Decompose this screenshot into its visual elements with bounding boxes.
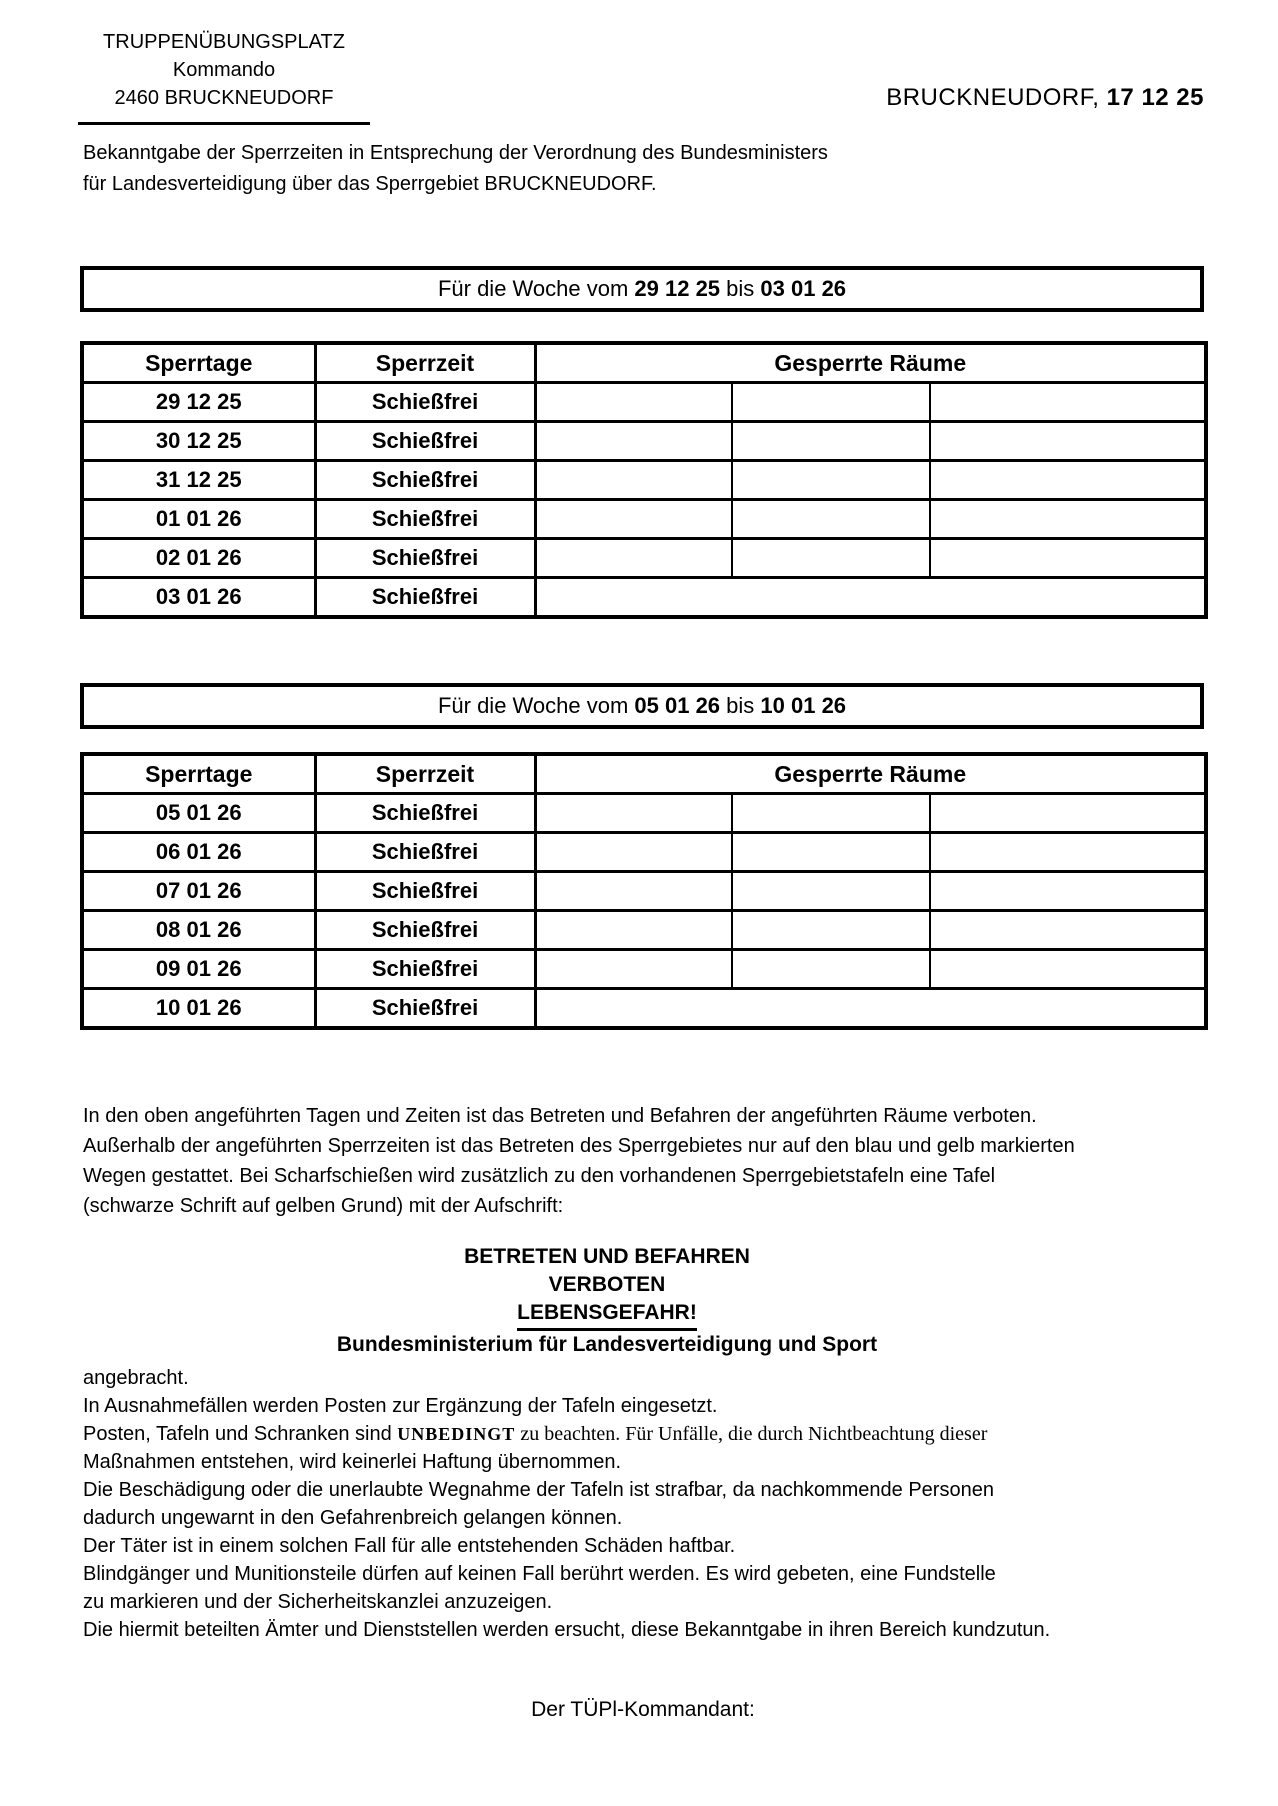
intro-line-1: Bekanntgabe der Sperrzeiten in Entsprechung der Verordnung des Bundesministers (83, 142, 828, 164)
warning-sign-text (83, 1243, 1131, 1359)
gesperrte-raeume-cell (732, 461, 930, 500)
week1-sperrzeiten-table (80, 341, 1208, 619)
gesperrte-raeume-cell (930, 500, 1206, 539)
sperrtag-date: 05 01 26 (82, 794, 315, 833)
rules-line-8: Blindgänger und Munitionsteile dürfen auf keinen Fall berührt werden. Es wird gebeten, eine Fundstelle (83, 1563, 996, 1585)
rules-paragraph (83, 1364, 1218, 1644)
table-row (82, 872, 1206, 911)
letterhead-location: 2460 BRUCKNEUDORF (114, 87, 334, 109)
rules-line-4: Maßnahmen entstehen, wird keinerlei Haftung übernommen. (83, 1451, 622, 1473)
rules-line-3-serif: zu beachten. Für Unfälle, die durch Nichtbeachtung dieser (515, 1423, 988, 1445)
header-sperrtage: Sperrtage (82, 343, 315, 383)
rules-line-9: zu markieren und der Sicherheitskanzlei anzuzeigen. (83, 1591, 553, 1613)
dateline (886, 84, 1204, 112)
gesperrte-raeume-cell (535, 950, 732, 989)
gesperrte-raeume-cell (732, 422, 930, 461)
gesperrte-raeume-cell (732, 500, 930, 539)
gesperrte-raeume-cell (535, 833, 732, 872)
week1-from-date: 29 12 25 (634, 276, 721, 301)
header-gesperrte-raeume: Gesperrte Räume (535, 754, 1206, 794)
gesperrte-raeume-cell (732, 911, 930, 950)
sperrtag-date: 29 12 25 (82, 383, 315, 422)
notice-line-3: Wegen gestattet. Bei Scharfschießen wird zusätzlich zu den vorhandenen Sperrgebietstafeln eine Tafel (83, 1165, 996, 1187)
gesperrte-raeume-cell (535, 539, 732, 578)
gesperrte-raeume-cell (732, 872, 930, 911)
table-row (82, 539, 1206, 578)
dateline-place: BRUCKNEUDORF, (886, 84, 1107, 111)
sign-line-3-underlined: LEBENSGEFAHR! (517, 1299, 697, 1331)
sperrtag-date: 02 01 26 (82, 539, 315, 578)
sperrzeit-status: Schießfrei (315, 383, 535, 422)
letterhead (78, 28, 370, 125)
sperrzeit-status: Schießfrei (315, 833, 535, 872)
intro-line-2: für Landesverteidigung über das Sperrgebiet BRUCKNEUDORF. (83, 173, 657, 195)
sperrzeit-status: Schießfrei (315, 794, 535, 833)
gesperrte-raeume-cell (535, 422, 732, 461)
sperrzeit-status: Schießfrei (315, 989, 535, 1029)
rules-line-5: Die Beschädigung oder die unerlaubte Wegnahme der Tafeln ist strafbar, da nachkommende Personen (83, 1479, 994, 1501)
gesperrte-raeume-cell (930, 383, 1206, 422)
letterhead-org: TRUPPENÜBUNGSPLATZ (103, 31, 345, 53)
table-row (82, 422, 1206, 461)
table-row (82, 950, 1206, 989)
sperrtag-date: 06 01 26 (82, 833, 315, 872)
week2-title-prefix: Für die Woche vom (437, 693, 635, 718)
sperrtag-date: 30 12 25 (82, 422, 315, 461)
table-row (82, 500, 1206, 539)
header-sperrzeit: Sperrzeit (315, 754, 535, 794)
sperrtag-date: 01 01 26 (82, 500, 315, 539)
rules-line-2: In Ausnahmefällen werden Posten zur Ergänzung der Tafeln eingesetzt. (83, 1395, 718, 1417)
notice-paragraph (83, 1101, 1218, 1221)
week1-title-mid: bis (720, 276, 761, 301)
sperrzeit-status: Schießfrei (315, 950, 535, 989)
gesperrte-raeume-cell (732, 833, 930, 872)
rules-line-1: angebracht. (83, 1367, 189, 1389)
sperrtag-date: 10 01 26 (82, 989, 315, 1029)
sign-line-4: Bundesministerium für Landesverteidigung und Sport (336, 1333, 878, 1356)
table-row (82, 383, 1206, 422)
sperrzeit-status: Schießfrei (315, 500, 535, 539)
gesperrte-raeume-cell (930, 539, 1206, 578)
gesperrte-raeume-cell (535, 500, 732, 539)
sign-line-3 (83, 1299, 1131, 1331)
notice-line-2: Außerhalb der angeführten Sperrzeiten ist das Betreten des Sperrgebietes nur auf den blau und gelb markierten (83, 1135, 1075, 1157)
header-sperrzeit: Sperrzeit (315, 343, 535, 383)
sperrtag-date: 03 01 26 (82, 578, 315, 618)
sperrzeit-status: Schießfrei (315, 911, 535, 950)
table-row (82, 461, 1206, 500)
dateline-date: 17 12 25 (1106, 84, 1204, 111)
sperrzeit-status: Schießfrei (315, 461, 535, 500)
sign-line-1: BETRETEN UND BEFAHREN (464, 1245, 750, 1268)
week1-title-prefix: Für die Woche vom (437, 276, 635, 301)
gesperrte-raeume-cell (732, 950, 930, 989)
gesperrte-raeume-cell-merged (535, 578, 1206, 618)
sign-line-2: VERBOTEN (548, 1273, 666, 1296)
sperrzeit-status: Schießfrei (315, 578, 535, 618)
week2-title-box (80, 683, 1204, 729)
gesperrte-raeume-cell (732, 794, 930, 833)
gesperrte-raeume-cell-merged (535, 989, 1206, 1029)
gesperrte-raeume-cell (930, 872, 1206, 911)
rules-line-3-sans: Posten, Tafeln und Schranken sind (83, 1423, 398, 1445)
gesperrte-raeume-cell (535, 872, 732, 911)
gesperrte-raeume-cell (732, 383, 930, 422)
week2-sperrzeiten-table (80, 752, 1208, 1030)
gesperrte-raeume-cell (732, 539, 930, 578)
notice-line-1: In den oben angeführten Tagen und Zeiten ist das Betreten und Befahren der angeführten Räume verboten. (83, 1105, 1037, 1127)
gesperrte-raeume-cell (930, 833, 1206, 872)
table-row (82, 833, 1206, 872)
header-row (82, 754, 1206, 794)
rules-line-3 (83, 1420, 1218, 1448)
gesperrte-raeume-cell (535, 461, 732, 500)
intro-paragraph (83, 138, 1208, 200)
gesperrte-raeume-cell (535, 911, 732, 950)
gesperrte-raeume-cell (930, 911, 1206, 950)
notice-line-4: (schwarze Schrift auf gelben Grund) mit der Aufschrift: (83, 1195, 564, 1217)
week2-from-date: 05 01 26 (634, 693, 721, 718)
header-row (82, 343, 1206, 383)
rules-line-7: Der Täter ist in einem solchen Fall für alle entstehenden Schäden haftbar. (83, 1535, 736, 1557)
sperrtag-date: 09 01 26 (82, 950, 315, 989)
gesperrte-raeume-cell (930, 422, 1206, 461)
letterhead-unit: Kommando (172, 59, 276, 81)
sperrzeit-status: Schießfrei (315, 872, 535, 911)
sperrzeit-status: Schießfrei (315, 539, 535, 578)
table-row (82, 989, 1206, 1029)
sperrtag-date: 08 01 26 (82, 911, 315, 950)
week1-to-date: 03 01 26 (760, 276, 847, 301)
rules-line-10: Die hiermit beteilten Ämter und Dienststellen werden ersucht, diese Bekanntgabe in ihren Bereich kundzutun. (83, 1619, 1051, 1641)
week2-title-mid: bis (720, 693, 761, 718)
week2-to-date: 10 01 26 (760, 693, 847, 718)
week1-title-box (80, 266, 1204, 312)
gesperrte-raeume-cell (535, 794, 732, 833)
sperrtag-date: 07 01 26 (82, 872, 315, 911)
rules-line-6: dadurch ungewarnt in den Gefahrenbreich gelangen können. (83, 1507, 623, 1529)
sperrtag-date: 31 12 25 (82, 461, 315, 500)
table-row (82, 794, 1206, 833)
gesperrte-raeume-cell (535, 383, 732, 422)
sperrzeit-status: Schießfrei (315, 422, 535, 461)
header-gesperrte-raeume: Gesperrte Räume (535, 343, 1206, 383)
table-row (82, 578, 1206, 618)
gesperrte-raeume-cell (930, 461, 1206, 500)
rules-line-3-emphasis: UNBEDINGT (397, 1424, 516, 1444)
gesperrte-raeume-cell (930, 950, 1206, 989)
header-sperrtage: Sperrtage (82, 754, 315, 794)
signature-line: Der TÜPl-Kommandant: (531, 1698, 755, 1721)
table-row (82, 911, 1206, 950)
gesperrte-raeume-cell (930, 794, 1206, 833)
